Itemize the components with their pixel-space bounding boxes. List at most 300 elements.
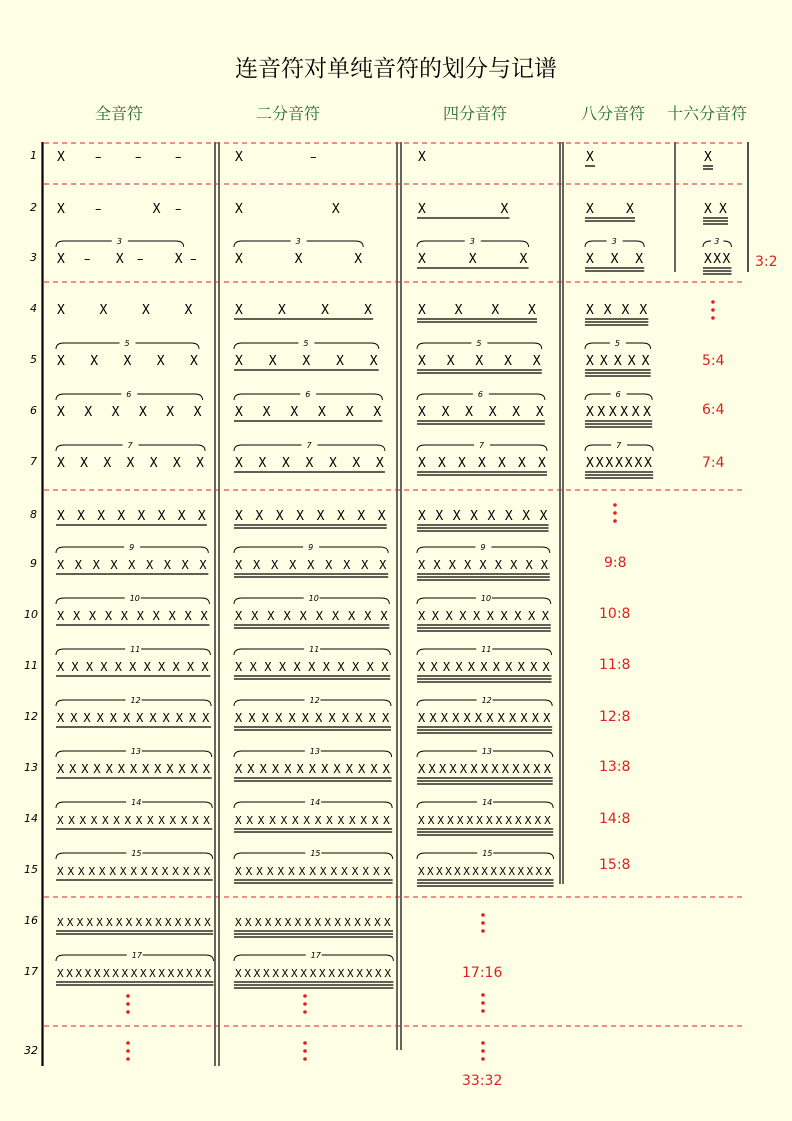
note: X bbox=[486, 711, 494, 725]
note: X bbox=[599, 354, 608, 369]
note: X bbox=[476, 814, 483, 827]
note: X bbox=[515, 814, 522, 827]
note: X bbox=[77, 865, 85, 878]
ellipsis-dot bbox=[481, 1001, 485, 1005]
note: X bbox=[104, 609, 113, 623]
ellipsis-dot bbox=[126, 1010, 130, 1014]
note: X bbox=[322, 660, 330, 674]
note: X bbox=[204, 916, 211, 929]
note: X bbox=[124, 814, 132, 827]
note: X bbox=[57, 916, 64, 929]
note: X bbox=[149, 967, 156, 980]
tuplet-number: 6 bbox=[615, 390, 621, 399]
note: X bbox=[190, 762, 198, 776]
ellipsis-dot bbox=[126, 1057, 130, 1061]
tuplet-number: 7 bbox=[127, 441, 133, 450]
note: X bbox=[235, 509, 243, 524]
note: X bbox=[199, 558, 207, 572]
note: X bbox=[365, 967, 373, 980]
note: X bbox=[351, 865, 359, 878]
note: X bbox=[257, 814, 265, 827]
note: X bbox=[57, 202, 65, 217]
note: X bbox=[172, 660, 180, 674]
note: X bbox=[344, 916, 351, 929]
note: X bbox=[184, 916, 192, 929]
row-number: 16 bbox=[24, 914, 38, 927]
note: X bbox=[586, 150, 594, 165]
note: X bbox=[586, 405, 594, 420]
ellipsis-dot bbox=[481, 1009, 485, 1013]
note: X bbox=[435, 509, 444, 524]
note: X bbox=[437, 814, 445, 827]
note: X bbox=[418, 354, 426, 369]
note: X bbox=[263, 967, 270, 980]
header-half-note: 二分音符 bbox=[256, 104, 321, 123]
note: X bbox=[524, 814, 532, 827]
note: X bbox=[294, 252, 303, 267]
tuplet-number: 14 bbox=[482, 798, 493, 807]
tie-dash: – bbox=[135, 150, 142, 165]
note: X bbox=[431, 609, 439, 623]
note: X bbox=[364, 916, 371, 929]
note: X bbox=[235, 405, 243, 420]
note: X bbox=[90, 814, 98, 827]
note: X bbox=[499, 865, 506, 878]
note: X bbox=[472, 865, 479, 878]
note: X bbox=[235, 558, 243, 572]
note: X bbox=[305, 456, 314, 471]
ellipsis-dot bbox=[303, 1049, 307, 1053]
note: X bbox=[275, 509, 284, 524]
note: X bbox=[68, 814, 75, 827]
note: X bbox=[176, 967, 184, 980]
ratio-label: 33:32 bbox=[462, 1073, 503, 1089]
note: X bbox=[315, 609, 323, 623]
note: X bbox=[120, 609, 128, 623]
note: X bbox=[360, 814, 367, 827]
tuplet-number: 14 bbox=[310, 798, 321, 807]
note: X bbox=[526, 865, 534, 878]
note: X bbox=[314, 916, 322, 929]
note: X bbox=[88, 865, 96, 878]
note: X bbox=[112, 967, 119, 980]
note: X bbox=[152, 609, 160, 623]
note: X bbox=[466, 814, 474, 827]
note: X bbox=[522, 509, 531, 524]
note: X bbox=[103, 967, 110, 980]
note: X bbox=[597, 405, 606, 420]
note: X bbox=[235, 814, 242, 827]
note: X bbox=[196, 456, 204, 471]
note: X bbox=[201, 660, 209, 674]
note: X bbox=[641, 354, 650, 369]
note: X bbox=[368, 711, 376, 725]
note: X bbox=[57, 252, 65, 267]
note: X bbox=[429, 711, 437, 725]
note: X bbox=[90, 354, 99, 369]
row-number: 13 bbox=[24, 761, 38, 774]
ratio-label: 13:8 bbox=[599, 759, 631, 775]
note: X bbox=[193, 405, 202, 420]
note: X bbox=[57, 609, 65, 623]
note: X bbox=[418, 202, 426, 217]
note: X bbox=[266, 865, 274, 878]
note: X bbox=[528, 609, 536, 623]
ratio-label: 9:8 bbox=[604, 555, 627, 571]
note: X bbox=[608, 405, 617, 420]
row-number: 1 bbox=[30, 149, 37, 162]
row-number: 15 bbox=[24, 863, 38, 876]
note: X bbox=[246, 814, 254, 827]
note: X bbox=[542, 660, 550, 674]
ratio-label: 7:4 bbox=[702, 455, 725, 471]
note: X bbox=[470, 509, 478, 524]
row-number: 11 bbox=[24, 659, 38, 672]
note: X bbox=[314, 814, 322, 827]
ellipsis-dot bbox=[711, 300, 715, 304]
note: X bbox=[155, 916, 162, 929]
note: X bbox=[96, 916, 103, 929]
ellipsis-dot bbox=[711, 316, 715, 320]
note: X bbox=[105, 762, 113, 776]
note: X bbox=[235, 609, 243, 623]
note: X bbox=[343, 558, 351, 572]
ratio-label: 3:2 bbox=[755, 254, 778, 270]
ellipsis-dot bbox=[481, 1057, 485, 1061]
note: X bbox=[364, 609, 372, 623]
note: X bbox=[380, 609, 388, 623]
note: X bbox=[620, 405, 629, 420]
note: X bbox=[235, 354, 243, 369]
note: X bbox=[458, 456, 466, 471]
tuplet-number: 10 bbox=[480, 594, 492, 603]
note: X bbox=[325, 558, 333, 572]
note: X bbox=[253, 967, 261, 980]
note: X bbox=[538, 456, 546, 471]
note: X bbox=[235, 150, 243, 165]
note: X bbox=[479, 558, 487, 572]
note: X bbox=[520, 711, 528, 725]
note: X bbox=[301, 711, 310, 725]
note: X bbox=[259, 762, 267, 776]
ellipsis-dot bbox=[303, 1057, 307, 1061]
note: X bbox=[603, 303, 612, 318]
tie-dash: – bbox=[190, 252, 197, 267]
note: X bbox=[445, 609, 453, 623]
note: X bbox=[319, 967, 326, 980]
note: X bbox=[347, 967, 354, 980]
note: X bbox=[454, 865, 461, 878]
note: X bbox=[57, 762, 65, 776]
tuplet-number: 13 bbox=[130, 747, 142, 756]
note: X bbox=[704, 150, 712, 165]
ellipsis-dot bbox=[481, 929, 485, 933]
note: X bbox=[356, 967, 364, 980]
note: X bbox=[366, 660, 374, 674]
note: X bbox=[544, 814, 551, 827]
note: X bbox=[278, 660, 287, 674]
note: X bbox=[57, 558, 65, 572]
ratio-label: 5:4 bbox=[702, 353, 725, 369]
note: X bbox=[162, 711, 170, 725]
note: X bbox=[430, 660, 438, 674]
note: X bbox=[147, 814, 154, 827]
row-number: 5 bbox=[30, 353, 37, 366]
note: X bbox=[149, 456, 158, 471]
tuplet-number: 12 bbox=[130, 696, 141, 705]
note: X bbox=[428, 762, 436, 776]
note: X bbox=[235, 762, 243, 776]
note: X bbox=[245, 865, 253, 878]
note: X bbox=[75, 967, 83, 980]
note: X bbox=[348, 814, 356, 827]
note: X bbox=[97, 509, 106, 524]
note: X bbox=[74, 558, 83, 572]
note: X bbox=[586, 252, 594, 267]
page-title: 连音符对单纯音符的划分与记谱 bbox=[235, 56, 557, 82]
note: X bbox=[57, 814, 64, 827]
note: X bbox=[316, 509, 325, 524]
note: X bbox=[256, 865, 263, 878]
note: X bbox=[69, 762, 77, 776]
note: X bbox=[272, 967, 279, 980]
note: X bbox=[203, 814, 210, 827]
note: X bbox=[83, 711, 91, 725]
note: X bbox=[235, 967, 242, 980]
note: X bbox=[109, 865, 117, 878]
note: X bbox=[277, 865, 285, 878]
note: X bbox=[448, 558, 456, 572]
note: X bbox=[247, 762, 255, 776]
note: X bbox=[308, 762, 317, 776]
note: X bbox=[200, 609, 208, 623]
tie-dash: – bbox=[84, 252, 91, 267]
note: X bbox=[514, 609, 522, 623]
note: X bbox=[103, 456, 112, 471]
note: X bbox=[235, 711, 243, 725]
note: X bbox=[375, 456, 384, 471]
tuplet-number: 11 bbox=[130, 645, 141, 654]
note: X bbox=[522, 762, 530, 776]
note: X bbox=[586, 354, 594, 369]
note: X bbox=[129, 762, 138, 776]
note: X bbox=[254, 916, 262, 929]
note: X bbox=[84, 405, 93, 420]
note: X bbox=[331, 202, 340, 217]
note: X bbox=[481, 865, 488, 878]
note: X bbox=[202, 762, 210, 776]
note: X bbox=[151, 865, 158, 878]
note: X bbox=[280, 814, 288, 827]
note: X bbox=[371, 814, 379, 827]
note: X bbox=[194, 916, 201, 929]
tuplet-number: 13 bbox=[309, 747, 320, 756]
tuplet-number: 12 bbox=[309, 696, 320, 705]
note: X bbox=[113, 814, 120, 827]
note: X bbox=[158, 660, 166, 674]
note: X bbox=[447, 814, 454, 827]
note: X bbox=[379, 558, 387, 572]
note: X bbox=[135, 916, 143, 929]
note: X bbox=[154, 762, 162, 776]
note: X bbox=[202, 711, 210, 725]
note: X bbox=[251, 609, 259, 623]
note: X bbox=[631, 405, 640, 420]
note: X bbox=[713, 252, 722, 267]
note: X bbox=[174, 916, 182, 929]
tuplet-number: 17 bbox=[131, 951, 142, 960]
note: X bbox=[383, 814, 390, 827]
note: X bbox=[635, 252, 644, 267]
note: X bbox=[438, 762, 447, 776]
note: X bbox=[166, 405, 175, 420]
note: X bbox=[512, 762, 520, 776]
note: X bbox=[441, 405, 450, 420]
note: X bbox=[125, 916, 133, 929]
note: X bbox=[135, 814, 143, 827]
note: X bbox=[264, 660, 272, 674]
note: X bbox=[186, 660, 195, 674]
note: X bbox=[302, 354, 311, 369]
note: X bbox=[126, 456, 135, 471]
header-quarter-note: 四分音符 bbox=[443, 104, 508, 123]
note: X bbox=[328, 456, 337, 471]
note: X bbox=[204, 967, 212, 980]
tuplet-number: 14 bbox=[131, 798, 142, 807]
note: X bbox=[72, 609, 81, 623]
note: X bbox=[93, 762, 101, 776]
note: X bbox=[169, 814, 177, 827]
note: X bbox=[66, 916, 74, 929]
note: X bbox=[505, 660, 513, 674]
note: X bbox=[149, 711, 157, 725]
note: X bbox=[480, 660, 488, 674]
note: X bbox=[315, 711, 323, 725]
note: X bbox=[119, 865, 127, 878]
note: X bbox=[326, 814, 333, 827]
note: X bbox=[163, 558, 171, 572]
note: X bbox=[244, 916, 252, 929]
note: X bbox=[331, 609, 340, 623]
row-number: 17 bbox=[24, 965, 38, 978]
tuplet-number: 15 bbox=[482, 849, 493, 858]
tuplet-number: 9 bbox=[308, 543, 314, 552]
tuplet-number: 6 bbox=[126, 390, 132, 399]
row-number: 2 bbox=[30, 201, 37, 214]
note: X bbox=[464, 558, 472, 572]
note: X bbox=[528, 303, 536, 318]
ellipsis-dot bbox=[481, 913, 485, 917]
note: X bbox=[362, 865, 370, 878]
note: X bbox=[117, 509, 126, 524]
note: X bbox=[181, 558, 189, 572]
note: X bbox=[355, 711, 363, 725]
note: X bbox=[605, 456, 614, 471]
note: X bbox=[639, 303, 648, 318]
note: X bbox=[418, 150, 426, 165]
note: X bbox=[418, 865, 425, 878]
header-whole-note: 全音符 bbox=[95, 104, 144, 123]
note: X bbox=[258, 456, 267, 471]
note: X bbox=[288, 711, 296, 725]
note: X bbox=[427, 814, 435, 827]
note: X bbox=[166, 762, 174, 776]
note: X bbox=[478, 456, 486, 471]
note: X bbox=[235, 456, 243, 471]
note: X bbox=[518, 456, 526, 471]
note: X bbox=[470, 762, 478, 776]
ellipsis-dot bbox=[126, 994, 130, 998]
note: X bbox=[337, 660, 345, 674]
note: X bbox=[235, 865, 242, 878]
note: X bbox=[115, 252, 124, 267]
note: X bbox=[138, 405, 147, 420]
tuplet-number: 7 bbox=[479, 441, 485, 450]
note: X bbox=[336, 354, 344, 369]
note: X bbox=[137, 509, 146, 524]
ellipsis-dot bbox=[303, 1041, 307, 1045]
note: X bbox=[172, 456, 181, 471]
note: X bbox=[140, 865, 148, 878]
ellipsis-dot bbox=[126, 1041, 130, 1045]
note: X bbox=[595, 456, 604, 471]
note: X bbox=[533, 762, 541, 776]
tuplet-number: 10 bbox=[129, 594, 140, 603]
ellipsis-dot bbox=[481, 993, 485, 997]
row-number: 4 bbox=[30, 302, 37, 315]
note: X bbox=[106, 916, 113, 929]
note: X bbox=[203, 865, 211, 878]
note: X bbox=[341, 711, 350, 725]
note: X bbox=[57, 456, 65, 471]
note: X bbox=[80, 456, 89, 471]
note: X bbox=[271, 762, 280, 776]
note: X bbox=[193, 865, 200, 878]
note: X bbox=[485, 814, 493, 827]
note: X bbox=[85, 660, 94, 674]
note: X bbox=[357, 509, 366, 524]
note: X bbox=[494, 558, 502, 572]
note: X bbox=[195, 967, 202, 980]
note: X bbox=[328, 967, 335, 980]
note: X bbox=[57, 150, 65, 165]
note: X bbox=[544, 865, 552, 878]
note: X bbox=[98, 865, 106, 878]
note: X bbox=[491, 303, 500, 318]
note: X bbox=[418, 660, 426, 674]
note: X bbox=[382, 762, 390, 776]
note: X bbox=[130, 967, 138, 980]
note: X bbox=[309, 865, 316, 878]
row-number: 14 bbox=[24, 812, 38, 825]
note: X bbox=[57, 303, 65, 318]
note: X bbox=[351, 660, 360, 674]
note: X bbox=[480, 762, 489, 776]
note: X bbox=[452, 711, 460, 725]
note: X bbox=[504, 509, 513, 524]
row-number: 12 bbox=[24, 710, 38, 723]
note: X bbox=[383, 865, 391, 878]
note: X bbox=[268, 354, 277, 369]
note: X bbox=[473, 609, 481, 623]
note: X bbox=[291, 967, 298, 980]
ratio-label: 12:8 bbox=[599, 709, 631, 725]
note: X bbox=[586, 303, 594, 318]
note: X bbox=[468, 252, 477, 267]
note: X bbox=[174, 252, 183, 267]
ellipsis-dot bbox=[711, 308, 715, 312]
note: X bbox=[452, 509, 461, 524]
